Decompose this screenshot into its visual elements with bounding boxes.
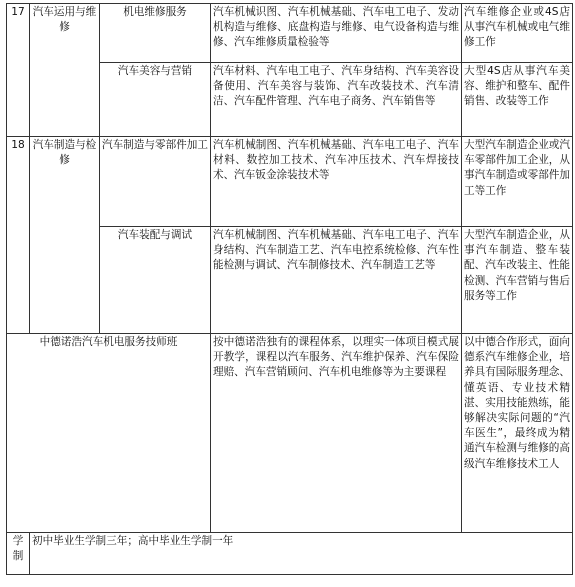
table-row (7, 4, 573, 63)
employment-text: 汽车维修企业或4S店从事汽车机械或电气维修工作 (462, 4, 573, 63)
table-row (7, 137, 573, 227)
course-list: 汽车机械制图、汽车机械基础、汽车电工电子、汽车材料、数控加工技术、汽车冲压技术、汽车焊接技术、汽车钣金涂装技术等 (211, 137, 462, 227)
direction-name: 汽车装配与调试 (100, 227, 211, 334)
table-row (7, 334, 573, 533)
employment-text: 大型汽车制造企业或汽车零部件加工企业，从事汽车制造或零部件加工等工作 (462, 137, 573, 227)
course-list: 汽车机械识图、汽车机械基础、汽车电工电子、发动机构造与维修、底盘构造与维修、电气设备构造与维修、汽车维修质量检验等 (211, 4, 462, 63)
course-list: 汽车材料、汽车电工电子、汽车身结构、汽车美容设备使用、汽车美容与装饰、汽车改装技术、汽车清洁、汽车配件管理、汽车电子商务、汽车销售等 (211, 63, 462, 137)
major-name: 汽车制造与检修 (30, 137, 100, 334)
direction-name: 汽车美容与营销 (100, 63, 211, 137)
course-list: 汽车机械制图、汽车机械基础、汽车电工电子、汽车身结构、汽车制造工艺、汽车电控系统检修、汽车性能检测与调试、汽车制修技术、汽车制造工艺等 (211, 227, 462, 334)
program-table (6, 3, 573, 575)
employment-text: 大型4S店从事汽车美容、维护和整车、配件销售、改装等工作 (462, 63, 573, 137)
direction-name: 机电维修服务 (100, 4, 211, 63)
study-period-label: 学制 (7, 533, 30, 575)
direction-name: 汽车制造与零部件加工 (100, 137, 211, 227)
special-class-courses: 按中德诺浩独有的课程体系，以理实一体项目模式展开教学，课程以汽车服务、汽车维护保养、汽车保险理赔、汽车营销顾问、汽车机电维修等为主要课程 (211, 334, 462, 533)
special-class-name: 中德诺浩汽车机电服务技师班 (7, 334, 211, 533)
employment-text: 大型汽车制造企业，从事汽车制造、整车装配、汽车改装主、性能检测、汽车营销与售后服务等工作 (462, 227, 573, 334)
major-name: 汽车运用与维修 (30, 4, 100, 137)
row-number-18: 18 (7, 137, 30, 334)
row-number-17: 17 (7, 4, 30, 137)
table-row (7, 533, 573, 575)
study-period-text: 初中毕业生学制三年；高中毕业生学制一年 (30, 533, 573, 575)
special-class-employment: 以中德合作形式，面向德系汽车维修企业，培养具有国际服务理念、懂英语、专业技术精湛、实用技能熟练，能够解决实际问题的“汽车医生”，最终成为精通汽车检测与维修的高级汽车维修技术工人 (462, 334, 573, 533)
